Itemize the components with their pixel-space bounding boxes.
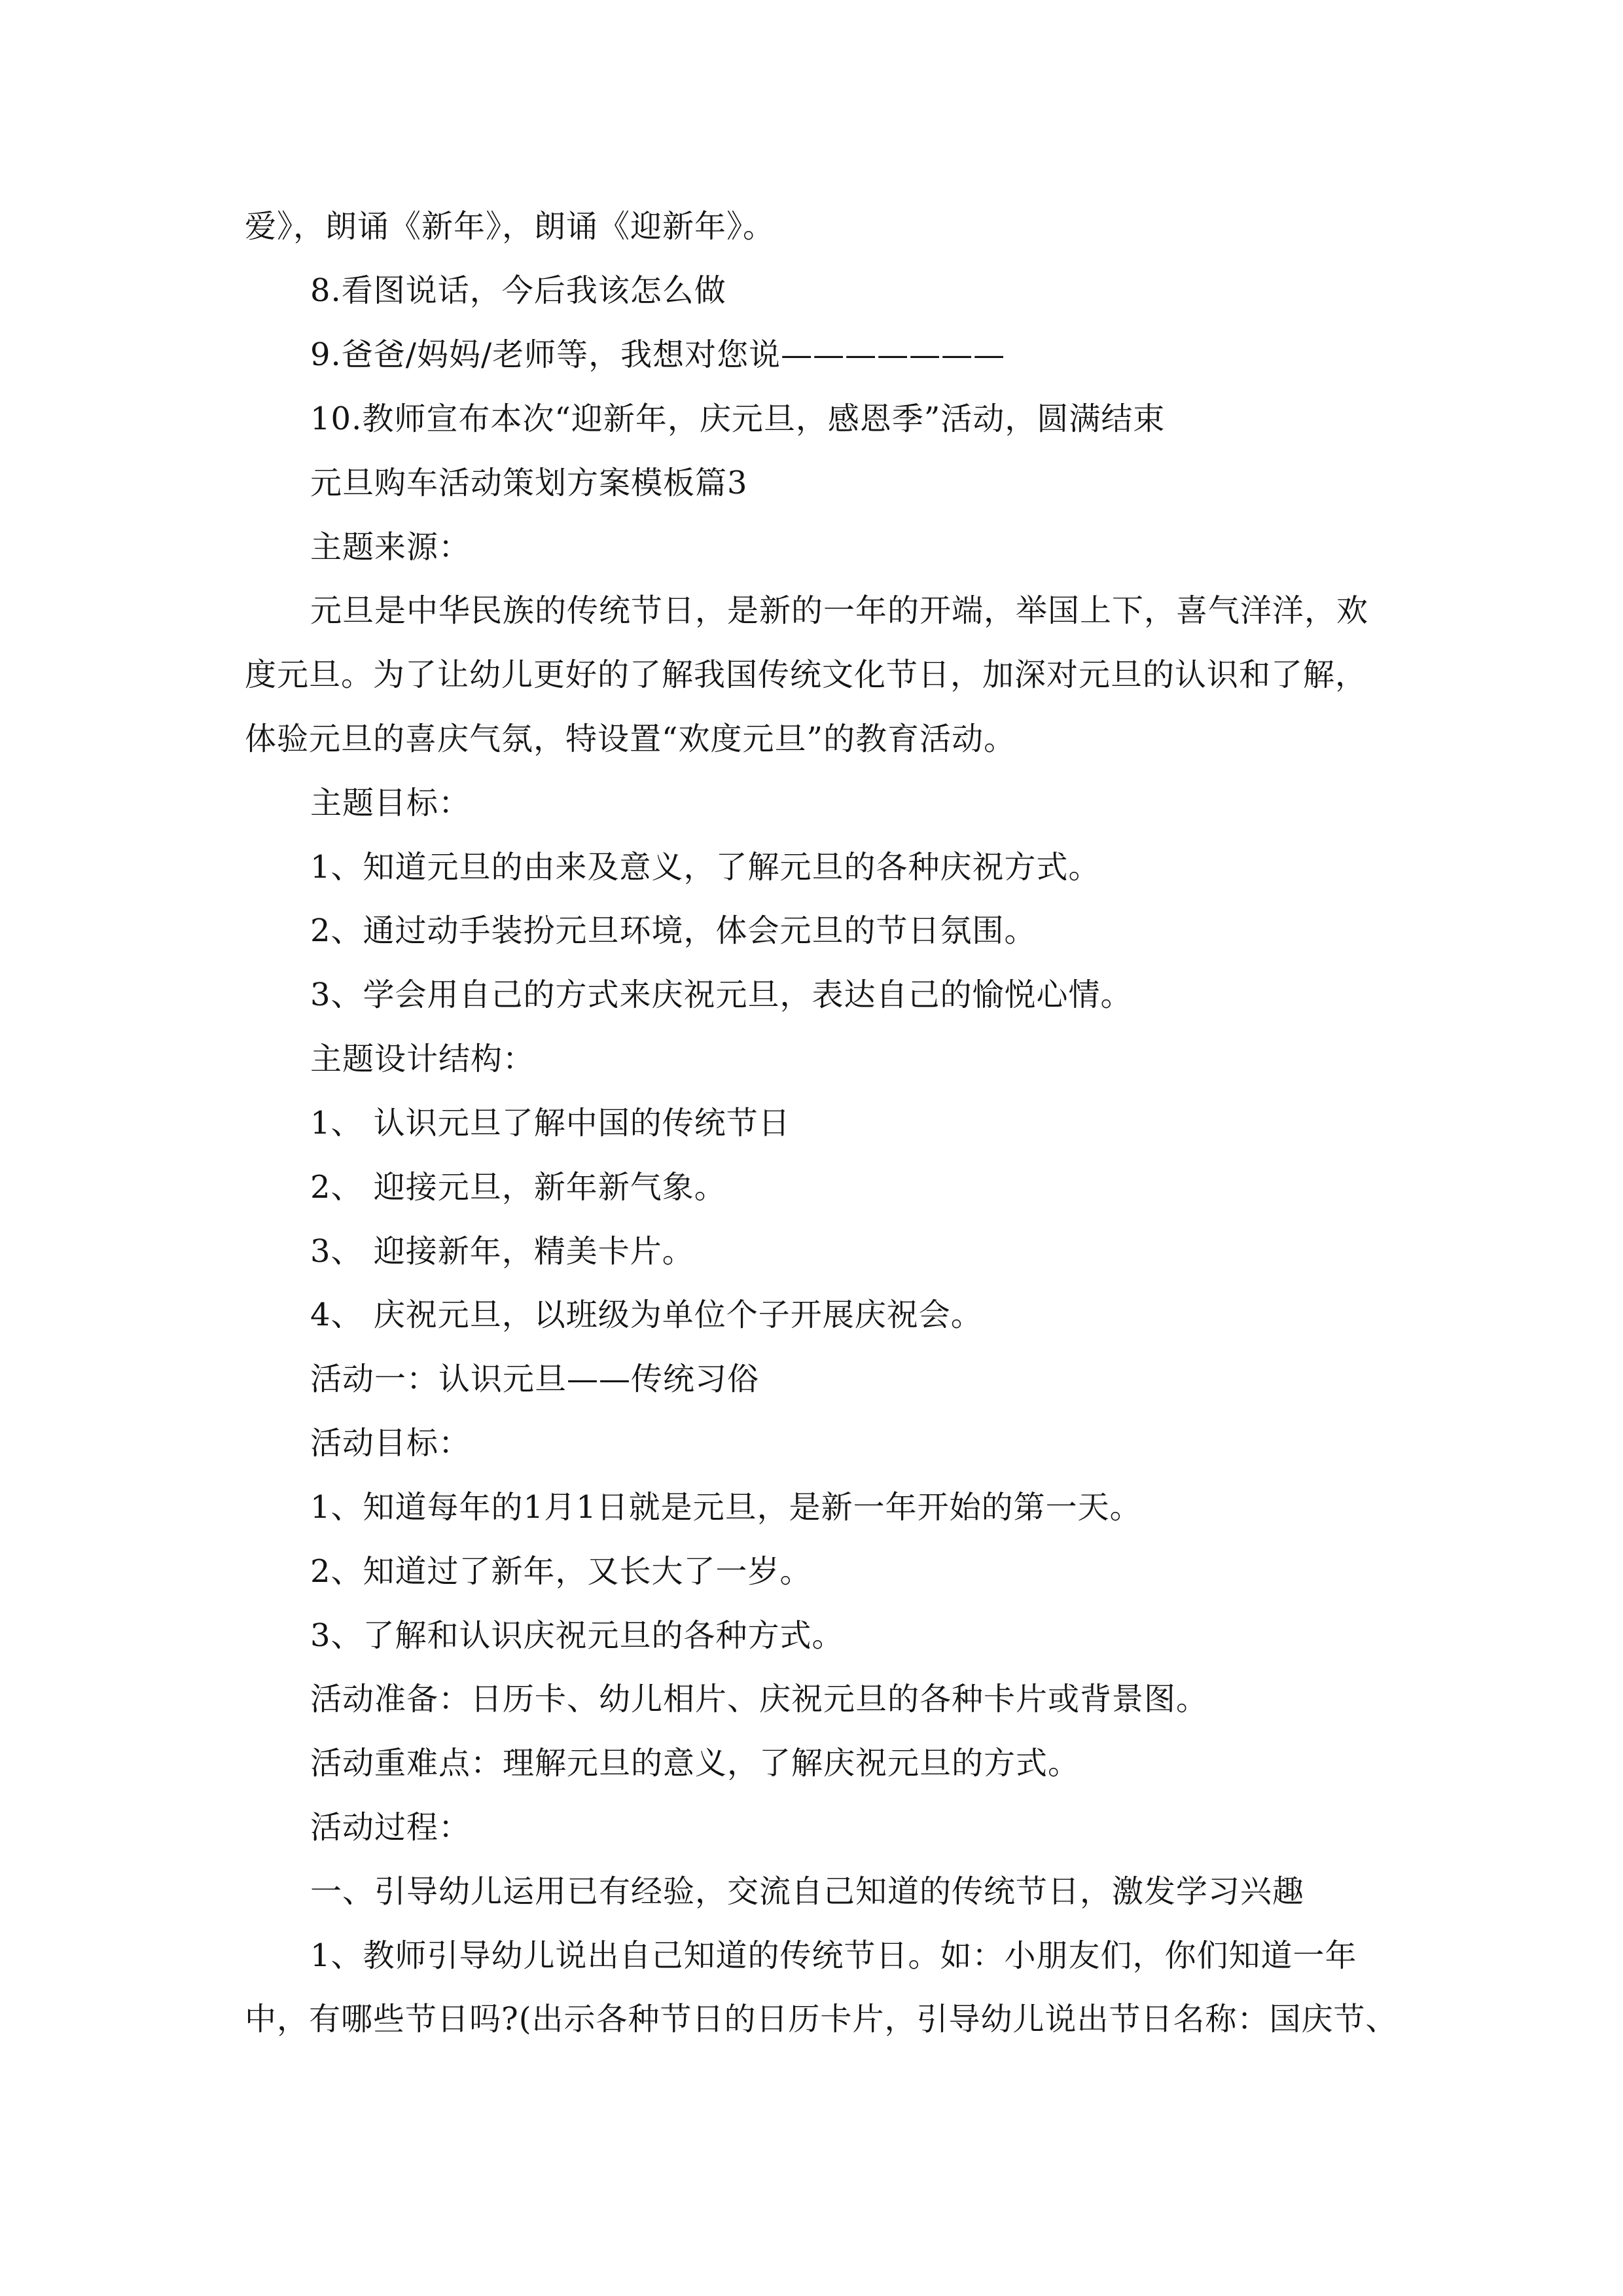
text-line: 活动目标： bbox=[310, 1425, 471, 1462]
text-line: 1、知道每年的1月1日就是元旦，是新一年开始的第一天。 bbox=[310, 1489, 1142, 1526]
text-line: 活动准备：日历卡、幼儿相片、庆祝元旦的各种卡片或背景图。 bbox=[310, 1681, 1209, 1717]
text-line: 3、学会用自己的方式来庆祝元旦，表达自己的愉悦心情。 bbox=[310, 977, 1133, 1013]
text-line: 9.爸爸/妈妈/老师等，我想对您说——————— bbox=[310, 336, 1006, 373]
text-line: 度元旦。为了让幼儿更好的了解我国传统文化节日，加深对元旦的认识和了解， bbox=[245, 656, 1368, 693]
text-line: 1、教师引导幼儿说出自己知道的传统节日。如：小朋友们，你们知道一年 bbox=[310, 1937, 1357, 1974]
section-heading: 元旦购车活动策划方案模板篇3 bbox=[310, 465, 748, 501]
text-line: 活动一：认识元旦——传统习俗 bbox=[310, 1361, 760, 1397]
text-line: 3、 迎接新年，精美卡片。 bbox=[310, 1233, 694, 1270]
text-line: 1、知道元旦的由来及意义，了解元旦的各种庆祝方式。 bbox=[310, 849, 1101, 886]
text-line: 2、知道过了新年，又长大了一岁。 bbox=[310, 1553, 812, 1590]
text-line: 2、 迎接元旦，新年新气象。 bbox=[310, 1169, 726, 1206]
text-line: 一、引导幼儿运用已有经验，交流自己知道的传统节日，激发学习兴趣 bbox=[310, 1873, 1305, 1910]
text-line: 主题目标： bbox=[310, 785, 471, 821]
text-line: 3、了解和认识庆祝元旦的各种方式。 bbox=[310, 1617, 844, 1654]
text-line: 8.看图说话，今后我该怎么做 bbox=[310, 272, 726, 309]
text-line: 活动重难点：理解元旦的意义，了解庆祝元旦的方式。 bbox=[310, 1745, 1080, 1782]
text-line: 体验元旦的喜庆气氛，特设置“欢度元旦”的教育活动。 bbox=[245, 721, 1016, 757]
text-line: 中，有哪些节日吗?(出示各种节日的日历卡片，引导幼儿说出节日名称：国庆节、 bbox=[245, 2001, 1398, 2037]
text-line: 10.教师宣布本次“迎新年，庆元旦，感恩季”活动，圆满结束 bbox=[310, 401, 1166, 437]
text-line: 4、 庆祝元旦，以班级为单位个子开展庆祝会。 bbox=[310, 1297, 983, 1333]
text-line: 1、 认识元旦了解中国的传统节日 bbox=[310, 1105, 791, 1141]
text-line: 元旦是中华民族的传统节日，是新的一年的开端，举国上下，喜气洋洋，欢 bbox=[310, 592, 1369, 629]
text-line: 爱》，朗诵《新年》，朗诵《迎新年》。 bbox=[245, 208, 776, 245]
text-line: 主题设计结构： bbox=[310, 1041, 535, 1077]
text-line: 主题来源： bbox=[310, 529, 471, 565]
text-line: 2、通过动手装扮元旦环境，体会元旦的节日氛围。 bbox=[310, 912, 1037, 949]
text-line: 活动过程： bbox=[310, 1809, 471, 1846]
